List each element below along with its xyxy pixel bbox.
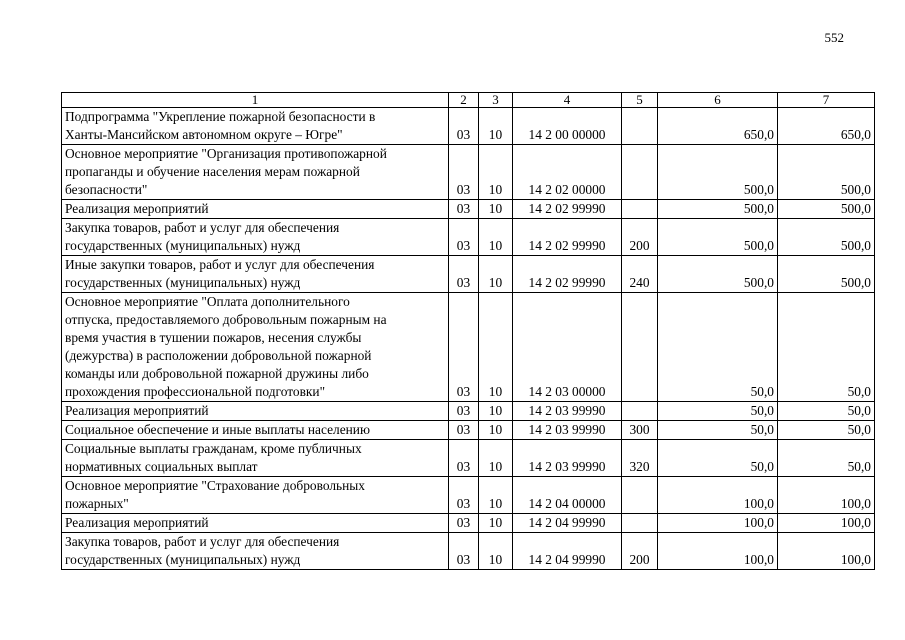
cell-budget-code: 14 2 04 99990 — [513, 514, 622, 533]
cell-expense-type — [622, 402, 658, 421]
item-name-line: государственных (муниципальных) нужд — [65, 275, 301, 290]
header-col-4: 4 — [513, 93, 622, 108]
cell-amount-col-7: 100,0 — [778, 533, 875, 570]
cell-amount-col-7: 500,0 — [778, 200, 875, 219]
cell-budget-code: 14 2 02 99990 — [513, 200, 622, 219]
cell-col-2: 03 — [449, 219, 479, 256]
cell-expense-type: 200 — [622, 533, 658, 570]
cell-amount-col-6: 650,0 — [658, 108, 778, 145]
item-name-line: пропаганды и обучение населения мерам пожарной — [65, 164, 360, 179]
cell-col-3: 10 — [479, 293, 513, 402]
cell-col-3: 10 — [479, 108, 513, 145]
cell-amount-col-6: 500,0 — [658, 219, 778, 256]
table-row — [62, 477, 875, 514]
cell-item-name — [62, 219, 449, 256]
cell-amount-col-6: 100,0 — [658, 477, 778, 514]
table-row — [62, 145, 875, 200]
item-name-line: безопасности" — [65, 182, 148, 197]
header-col-3: 3 — [479, 93, 513, 108]
cell-col-2: 03 — [449, 145, 479, 200]
cell-expense-type — [622, 477, 658, 514]
item-name-line: команды или добровольной пожарной дружины либо — [65, 366, 369, 381]
cell-amount-col-6: 50,0 — [658, 293, 778, 402]
cell-amount-col-7: 650,0 — [778, 108, 875, 145]
cell-amount-col-7: 50,0 — [778, 402, 875, 421]
budget-table — [61, 92, 875, 570]
header-col-6: 6 — [658, 93, 778, 108]
table-row — [62, 533, 875, 570]
item-name-line: государственных (муниципальных) нужд — [65, 552, 301, 567]
cell-col-2: 03 — [449, 514, 479, 533]
cell-amount-col-6: 50,0 — [658, 421, 778, 440]
cell-amount-col-6: 100,0 — [658, 514, 778, 533]
item-name-line: Реализация мероприятий — [65, 403, 209, 418]
cell-expense-type: 200 — [622, 219, 658, 256]
cell-amount-col-6: 500,0 — [658, 145, 778, 200]
cell-col-2: 03 — [449, 477, 479, 514]
cell-expense-type: 240 — [622, 256, 658, 293]
cell-amount-col-7: 50,0 — [778, 421, 875, 440]
item-name-line: пожарных" — [65, 496, 129, 511]
cell-budget-code: 14 2 00 00000 — [513, 108, 622, 145]
header-col-1: 1 — [62, 93, 449, 108]
cell-item-name — [62, 293, 449, 402]
header-col-5: 5 — [622, 93, 658, 108]
cell-amount-col-6: 50,0 — [658, 440, 778, 477]
table-row — [62, 200, 875, 219]
cell-col-3: 10 — [479, 402, 513, 421]
item-name-line: нормативных социальных выплат — [65, 459, 258, 474]
cell-item-name — [62, 514, 449, 533]
cell-col-2: 03 — [449, 108, 479, 145]
cell-budget-code: 14 2 02 99990 — [513, 256, 622, 293]
cell-item-name — [62, 421, 449, 440]
cell-budget-code: 14 2 04 00000 — [513, 477, 622, 514]
cell-col-2: 03 — [449, 533, 479, 570]
header-col-7: 7 — [778, 93, 875, 108]
cell-col-2: 03 — [449, 440, 479, 477]
cell-col-2: 03 — [449, 293, 479, 402]
cell-budget-code: 14 2 04 99990 — [513, 533, 622, 570]
item-name-line: Подпрограмма "Укрепление пожарной безопасности в — [65, 109, 376, 124]
cell-budget-code: 14 2 03 99990 — [513, 440, 622, 477]
item-name-line: прохождения профессиональной подготовки" — [65, 384, 326, 399]
cell-col-3: 10 — [479, 514, 513, 533]
cell-amount-col-7: 500,0 — [778, 145, 875, 200]
cell-amount-col-7: 100,0 — [778, 477, 875, 514]
table-row — [62, 440, 875, 477]
table-row — [62, 402, 875, 421]
item-name-line: Социальное обеспечение и иные выплаты населению — [65, 422, 370, 437]
cell-col-3: 10 — [479, 477, 513, 514]
cell-amount-col-7: 500,0 — [778, 256, 875, 293]
cell-budget-code: 14 2 03 99990 — [513, 421, 622, 440]
cell-col-2: 03 — [449, 256, 479, 293]
cell-budget-code: 14 2 02 00000 — [513, 145, 622, 200]
item-name-line: Ханты-Мансийском автономном округе – Югре" — [65, 127, 343, 142]
cell-expense-type — [622, 200, 658, 219]
cell-expense-type: 300 — [622, 421, 658, 440]
cell-col-3: 10 — [479, 421, 513, 440]
cell-item-name — [62, 108, 449, 145]
item-name-line: Закупка товаров, работ и услуг для обеспечения — [65, 220, 340, 235]
cell-col-2: 03 — [449, 421, 479, 440]
table-row — [62, 219, 875, 256]
table-header-row — [62, 93, 875, 108]
cell-expense-type — [622, 108, 658, 145]
cell-col-3: 10 — [479, 256, 513, 293]
cell-expense-type — [622, 293, 658, 402]
cell-amount-col-7: 500,0 — [778, 219, 875, 256]
item-name-line: Основное мероприятие "Организация противопожарной — [65, 146, 387, 161]
cell-item-name — [62, 256, 449, 293]
cell-expense-type: 320 — [622, 440, 658, 477]
cell-amount-col-7: 50,0 — [778, 293, 875, 402]
cell-expense-type — [622, 514, 658, 533]
cell-col-3: 10 — [479, 533, 513, 570]
item-name-line: Иные закупки товаров, работ и услуг для обеспечения — [65, 257, 375, 272]
cell-col-2: 03 — [449, 200, 479, 219]
cell-col-3: 10 — [479, 219, 513, 256]
cell-col-3: 10 — [479, 440, 513, 477]
cell-budget-code: 14 2 02 99990 — [513, 219, 622, 256]
cell-budget-code: 14 2 03 99990 — [513, 402, 622, 421]
item-name-line: Закупка товаров, работ и услуг для обеспечения — [65, 534, 340, 549]
header-col-2: 2 — [449, 93, 479, 108]
cell-amount-col-7: 50,0 — [778, 440, 875, 477]
cell-item-name — [62, 533, 449, 570]
item-name-line: отпуска, предоставляемого добровольным пожарным на — [65, 312, 387, 327]
cell-amount-col-6: 500,0 — [658, 256, 778, 293]
cell-col-3: 10 — [479, 145, 513, 200]
cell-item-name — [62, 200, 449, 219]
cell-expense-type — [622, 145, 658, 200]
cell-amount-col-6: 500,0 — [658, 200, 778, 219]
item-name-line: Реализация мероприятий — [65, 201, 209, 216]
cell-col-2: 03 — [449, 402, 479, 421]
item-name-line: Социальные выплаты гражданам, кроме публичных — [65, 441, 362, 456]
cell-budget-code: 14 2 03 00000 — [513, 293, 622, 402]
item-name-line: Основное мероприятие "Страхование добровольных — [65, 478, 365, 493]
cell-amount-col-6: 50,0 — [658, 402, 778, 421]
cell-amount-col-7: 100,0 — [778, 514, 875, 533]
item-name-line: Основное мероприятие "Оплата дополнительного — [65, 294, 350, 309]
cell-item-name — [62, 440, 449, 477]
item-name-line: (дежурства) в расположении добровольной пожарной — [65, 348, 372, 363]
table-row — [62, 256, 875, 293]
cell-item-name — [62, 402, 449, 421]
table-row — [62, 421, 875, 440]
table-row — [62, 514, 875, 533]
item-name-line: Реализация мероприятий — [65, 515, 209, 530]
item-name-line: время участия в тушении пожаров, несения службы — [65, 330, 362, 345]
page-number: 552 — [824, 30, 844, 45]
cell-amount-col-6: 100,0 — [658, 533, 778, 570]
item-name-line: государственных (муниципальных) нужд — [65, 238, 301, 253]
table-row — [62, 108, 875, 145]
table-row — [62, 293, 875, 402]
cell-item-name — [62, 145, 449, 200]
cell-item-name — [62, 477, 449, 514]
cell-col-3: 10 — [479, 200, 513, 219]
